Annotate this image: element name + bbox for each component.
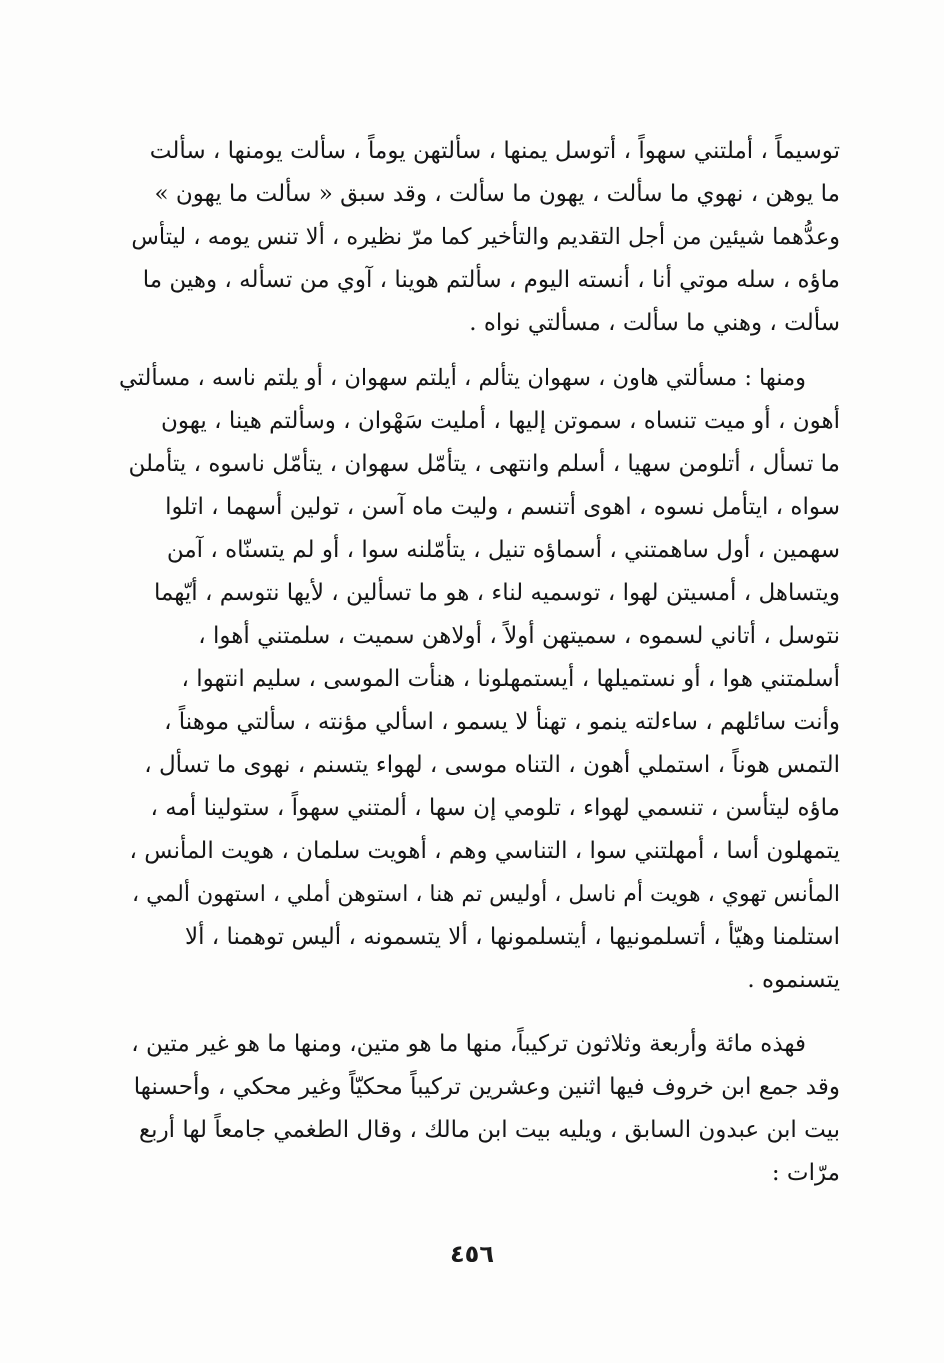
text-line: أهون ، أو ميت تنساه ، سموتن إليها ، أمليت سَهْوان ، وسألتم هينا ، يهون [161, 408, 840, 434]
text-line: بيت ابن عبدون السابق ، ويليه بيت ابن مالك ، وقال الطغمي جامعاً لها أربع [138, 1117, 840, 1143]
text-line: نتوسل ، أتاني لسموه ، سميتهن أولاً ، أولاهن سميت ، سلمتني أهوا ، [198, 623, 840, 649]
text-line: المأنس تهوي ، هويت أم ناسل ، أوليس تم هنا ، استوهن أملي ، استهون ألمي ، [132, 882, 840, 907]
text-line: ماؤه ، سله موتي أنا ، أنسته اليوم ، سألتم هوينا ، آوي من تسأله ، وهين ما [142, 267, 840, 293]
text-line: ماؤه ليتأسن ، تنسمي لهواء ، تلومي إن سها ، ألمتني سهواً ، ستولينا أمه ، [150, 795, 840, 821]
text-line: ومنها : مسألتي هاون ، سهوان يتألم ، أيلتم سهوان ، أو يلتم ناسه ، مسألتي [118, 365, 806, 391]
text-line: ما يوهن ، نهوي ما سألت ، يهون ما سألت ، وقد سبق « سألت ما يهون » [154, 181, 840, 207]
text-line: مرّات : [771, 1160, 840, 1186]
paragraph-2 [118, 357, 840, 1002]
text-line: ما تسأل ، أتلومن سهيا ، أسلم وانتهى ، يتأمّل سهوان ، يتأمّل ناسوه ، يتأملن [128, 451, 840, 477]
text-line: توسيماً ، أملتني سهواً ، أتوسل يمنها ، سألتهن يوماً ، سألت يومنها ، سألت [149, 138, 840, 164]
text-line: وأنت سائلهم ، ساءلته ينمو ، تهنأ لا يسمو ، اسألي مؤنته ، سألتي موهناً ، [164, 709, 840, 735]
text-line: وعدُّهما شيئين من أجل التقديم والتأخير كما مرّ نظيره ، ألا تنس يومه ، ليتأس [131, 224, 840, 250]
text-line: يتمهلون أسا ، أمهلتني سوا ، التناسي وهم ، أهويت سلمان ، هويت المأنس ، [129, 838, 840, 864]
text-line: فهذه مائة وأربعة وثلاثون تركيباً، منها ما هو متين، ومنها ما هو غير متين ، [131, 1031, 806, 1057]
page-number: ٤٥٦ [450, 1240, 494, 1268]
text-line: وقد جمع ابن خروف فيها اثنين وعشرين تركيباً محكيّاً وغير محكي ، وأحسنها [133, 1074, 840, 1100]
text-line: التمس هوناً ، استملي أهون ، التناه موسى ، لهواء يتسنم ، نهوى ما تسأل ، [144, 752, 840, 778]
text-line: سهمين ، أول ساهمتني ، أسماؤه تنيل ، يتأمّلنه سوا ، أو لم يتسنّاه ، آمن [166, 537, 840, 563]
text-line: سواه ، ايتأمل نسوه ، اهوى أتنسم ، وليت ماه آسن ، تولين أسهما ، اتلوا [165, 494, 840, 520]
paragraph-3 [118, 1023, 840, 1195]
text-line: أسلمتني هوا ، أو نستميلها ، أيستمهلونا ، هنأت الموسى ، سليم انتهوا ، [181, 666, 840, 692]
paragraph-1 [118, 130, 840, 345]
text-line: ويتساهل ، أمسيتن لهوا ، توسميه لناء ، هو ما تسألين ، لأيها نتوسم ، أيّهما [153, 580, 840, 606]
text-line: استلمنا وهيّأ ، أتسلمونيها ، أيتسلمونها ، ألا يتسمونه ، أليس توهمنا ، ألا [184, 924, 840, 950]
text-line: يتسنموه . [747, 967, 840, 993]
text-line: سألت ، وهني ما سألت ، مسألتي نواه . [469, 310, 840, 336]
